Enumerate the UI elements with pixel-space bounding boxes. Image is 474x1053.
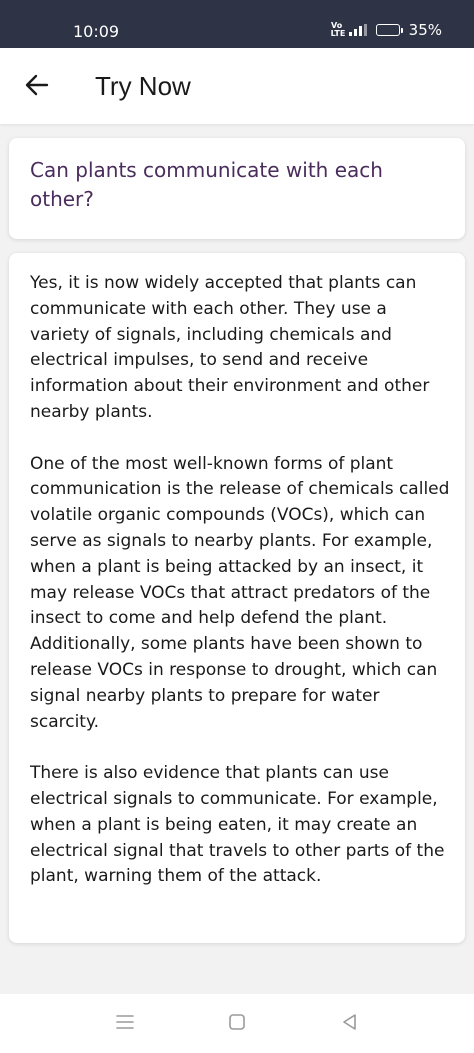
answer-paragraph: One of the most well-known forms of plant communication is the release of chemicals called volatile organic compounds (VOCs), which can serve as signals to nearby plants. For example, when a plant is being attacked by an insect, it may release VOCs that attract predators of the insect to come and help defend the plant. Additionally, some plants have been shown to release VOCs in response to drought, which can signal nearby plants to prepare for water scarcity.	[30, 453, 450, 732]
navigation-bar	[0, 994, 474, 1053]
recent-apps-button[interactable]	[111, 1008, 139, 1036]
home-button[interactable]	[223, 1008, 251, 1036]
battery-icon	[376, 24, 403, 36]
status-time: 10:09	[73, 22, 120, 41]
question-text: Can plants communicate with each other?	[30, 158, 383, 211]
status-icons	[331, 21, 442, 39]
home-icon	[227, 1012, 247, 1032]
answer-paragraph: Yes, it is now widely accepted that plants can communicate with each other. They use a variety of signals, including chemicals and electrical impulses, to send and receive information about their environment and other nearby plants.	[30, 273, 430, 422]
nav-back-button[interactable]	[336, 1008, 364, 1036]
page-title: Try Now	[95, 71, 191, 101]
status-bar	[0, 0, 474, 48]
answer-body	[30, 271, 450, 890]
answer-paragraph: There is also evidence that plants can use electrical signals to communicate. For example, when a plant is being eaten, it may create an electrical signal that travels to other parts of the plant, warning them of the attack.	[30, 763, 445, 887]
app-bar	[0, 48, 474, 124]
menu-icon	[115, 1013, 135, 1031]
back-triangle-icon	[340, 1012, 360, 1032]
question-card	[9, 138, 465, 239]
battery-percent: 35%	[408, 21, 442, 39]
volte-icon: Vo LTE	[330, 21, 346, 38]
arrow-back-icon	[24, 72, 50, 98]
back-button[interactable]	[18, 66, 56, 104]
signal-icon	[349, 24, 369, 36]
answer-card	[9, 253, 465, 943]
